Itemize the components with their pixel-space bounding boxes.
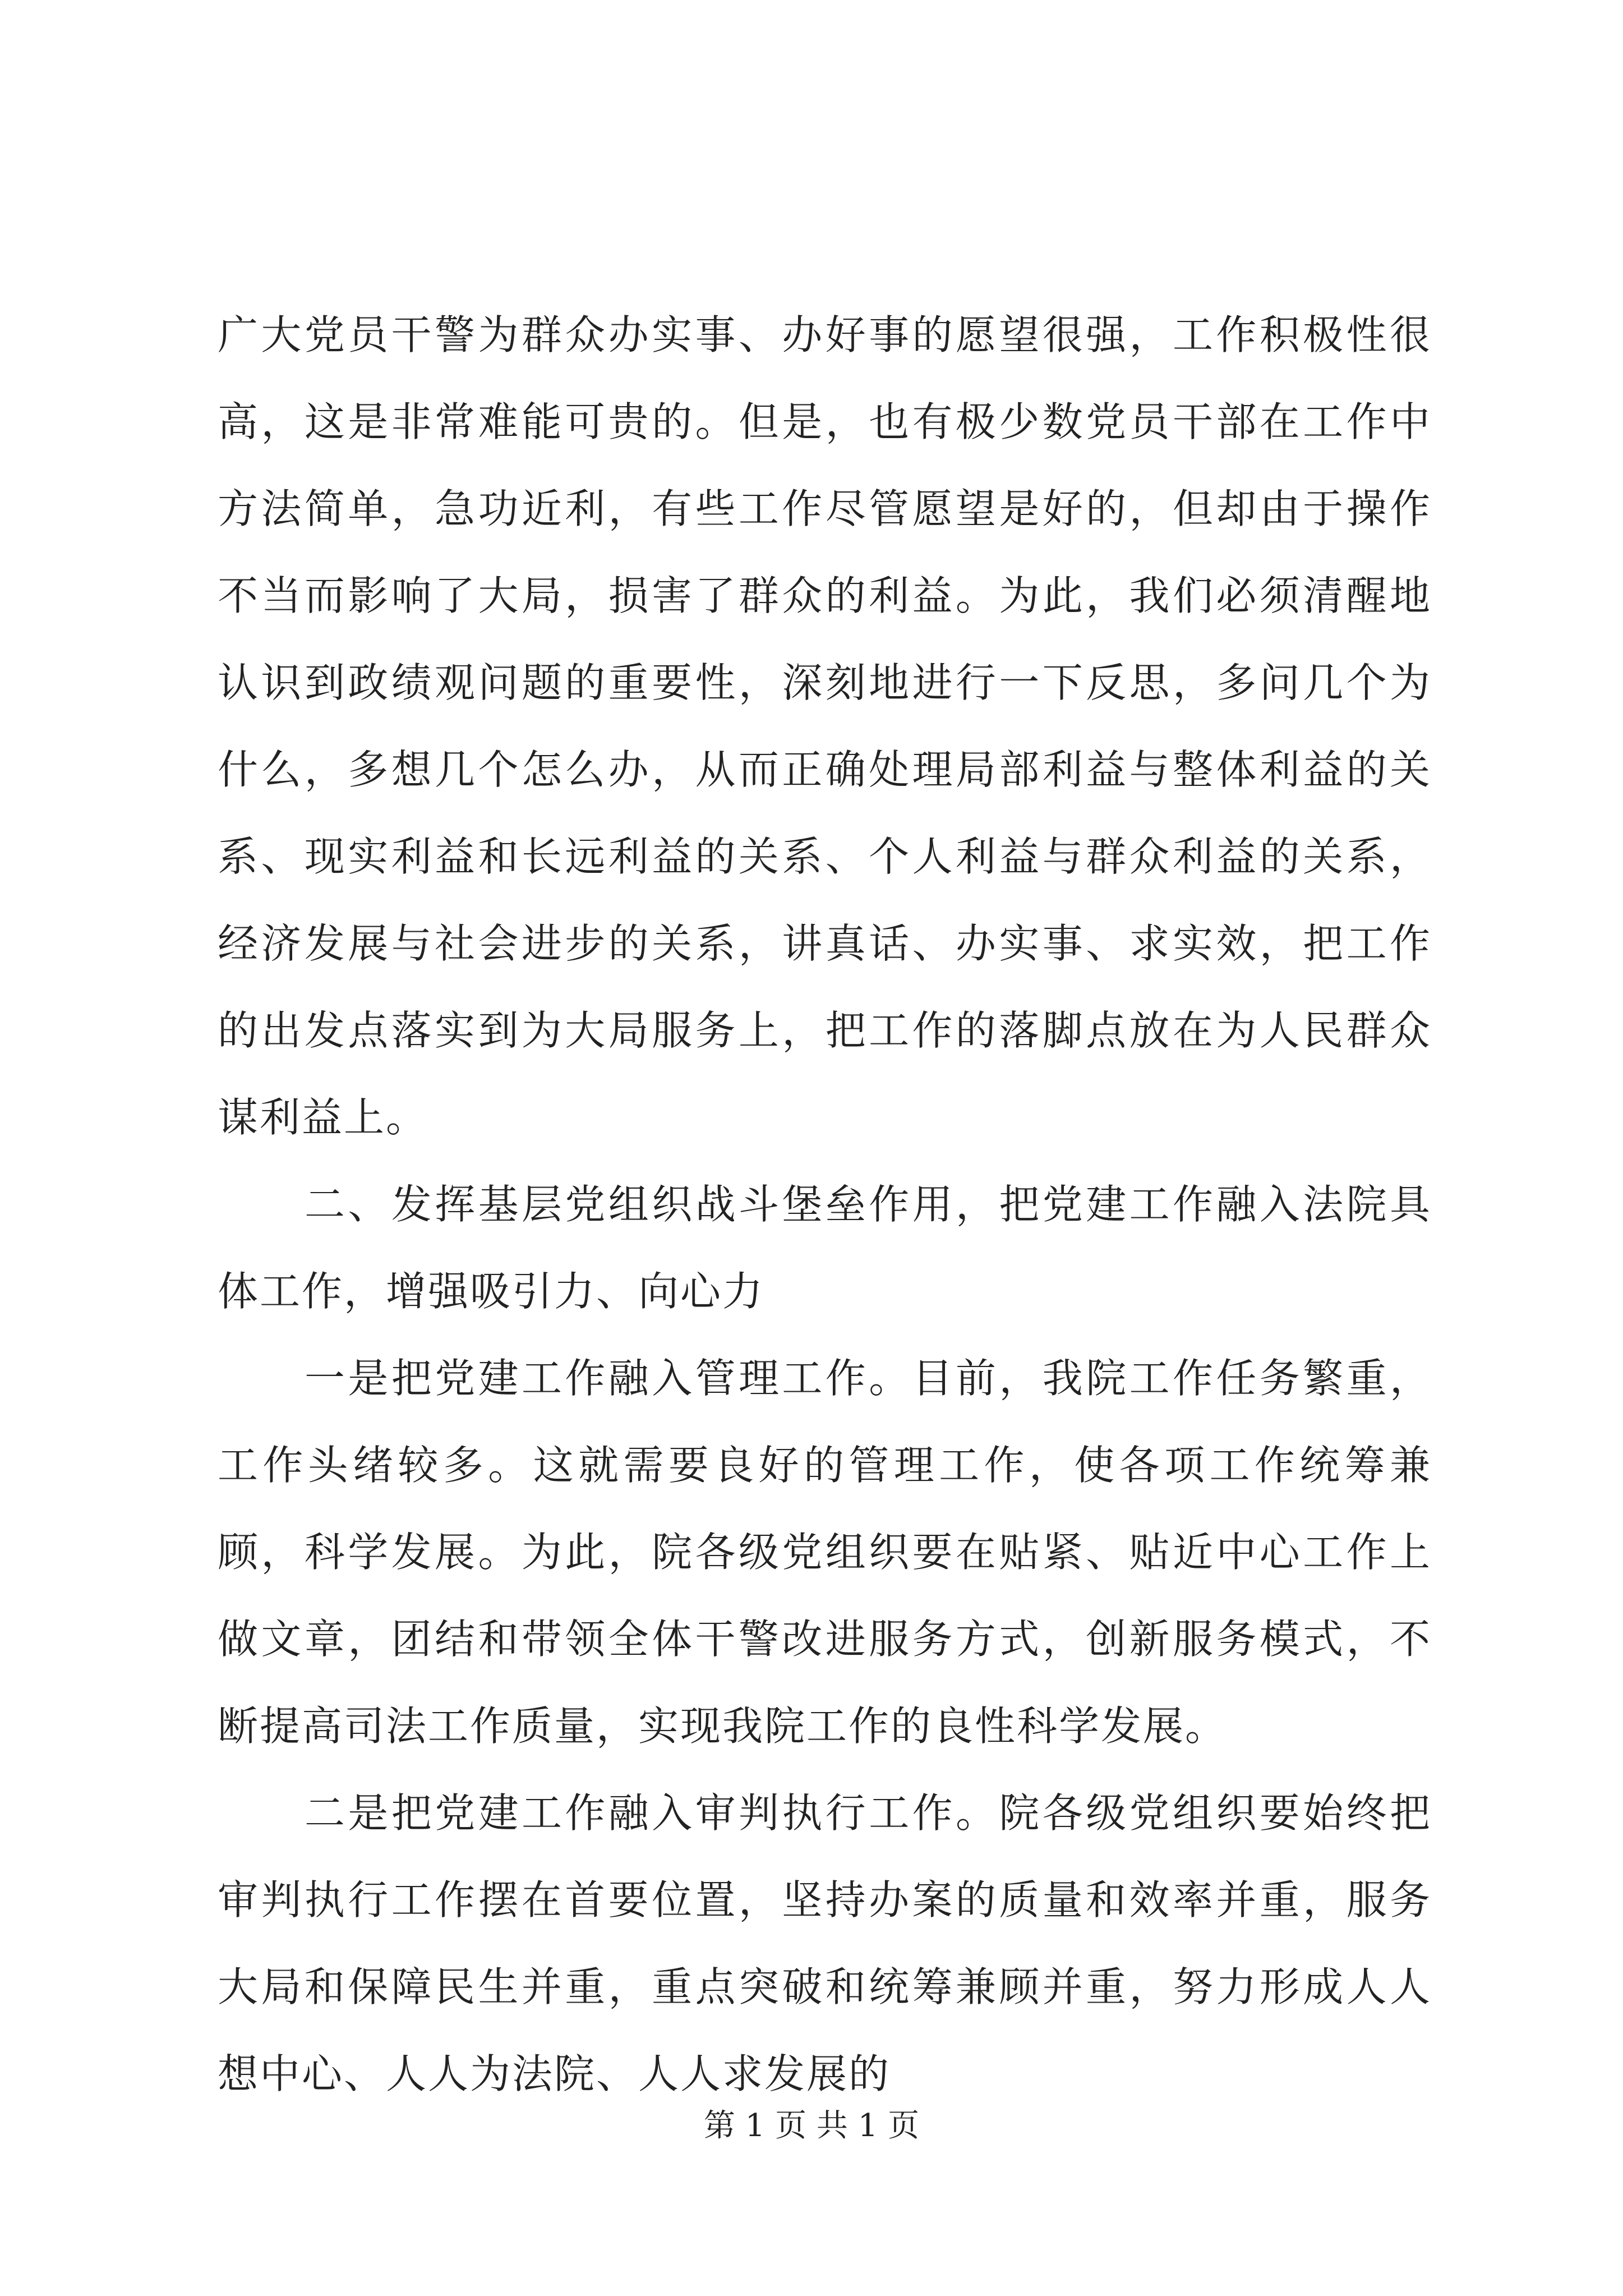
page-footer [0,2104,1623,2148]
paragraph-continuation: 广大党员干警为群众办实事、办好事的愿望很强，工作积极性很高，这是非常难能可贵的。但是，也有极少数党员干部在工作中方法简单，急功近利，有些工作尽管愿望是好的，但却由于操作不当而影响了大局，损害了群众的利益。为此，我们必须清醒地认识到政绩观问题的重要性，深刻地进行一下反思，多问几个为什么，多想几个怎么办，从而正确处理局部利益与整体利益的关系、现实利益和长远利益的关系、个人利益与群众利益的关系，经济发展与社会进步的关系，讲真话、办实事、求实效，把工作的出发点落实到为大局服务上，把工作的落脚点放在为人民群众谋利益上。 [218,311,1432,1141]
document-body [218,292,1432,2118]
page-number-label: 第 1 页 共 1 页 [703,2108,920,2144]
paragraph-trial-execution: 二是把党建工作融入审判执行工作。院各级党组织要始终把审判执行工作摆在首要位置，坚持办案的质量和效率并重，服务大局和保障民生并重，重点突破和统筹兼顾并重，努力形成人人想中心、人人为法院、人人求发展的 [218,1789,1432,2097]
paragraph-management: 一是把党建工作融入管理工作。目前，我院工作任务繁重，工作头绪较多。这就需要良好的管理工作，使各项工作统筹兼顾，科学发展。为此，院各级党组织要在贴紧、贴近中心工作上做文章，团结和带领全体干警改进服务方式，创新服务模式，不断提高司法工作质量，实现我院工作的良性科学发展。 [218,1355,1432,1750]
section-heading: 二、发挥基层党组织战斗堡垒作用，把党建工作融入法院具体工作，增强吸引力、向心力 [218,1181,1432,1315]
